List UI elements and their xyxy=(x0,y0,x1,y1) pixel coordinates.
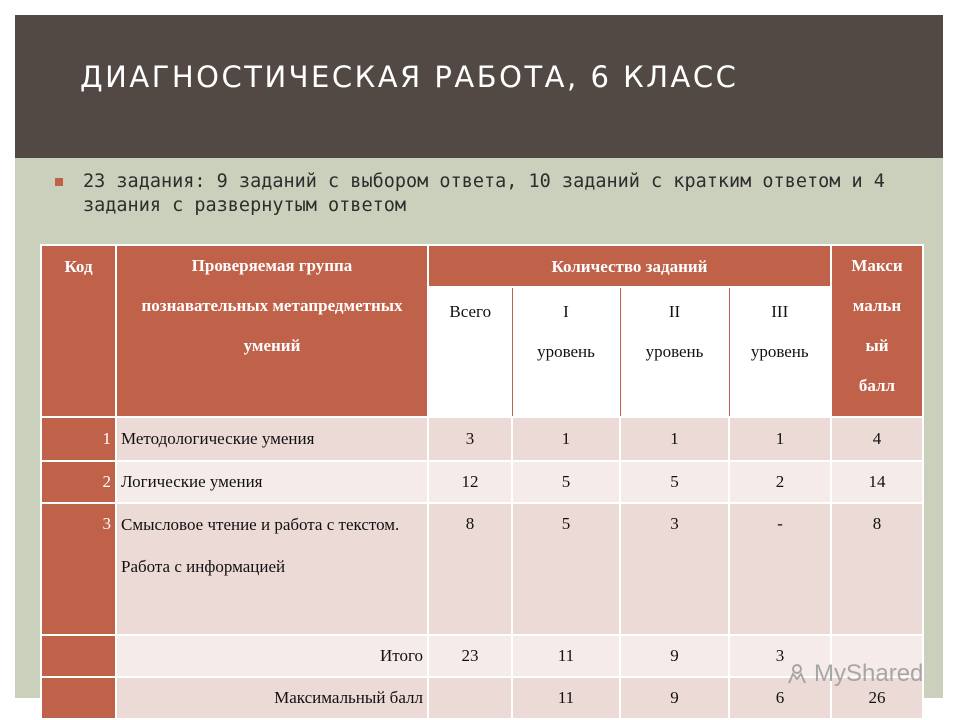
watermark xyxy=(786,660,923,688)
itogo-label: Итого xyxy=(116,635,428,677)
row-max: 4 xyxy=(831,417,923,461)
row-code: 3 xyxy=(41,503,116,635)
header-level-1: I уровень xyxy=(512,287,620,417)
header-level-3: III уровень xyxy=(729,287,831,417)
header-max xyxy=(831,245,923,417)
max-level-3: 6 xyxy=(729,677,831,719)
header-max-line: мальн xyxy=(852,296,902,315)
myshared-logo-icon xyxy=(786,663,808,685)
row-level-3: 2 xyxy=(729,461,831,503)
header-max-line: ый xyxy=(865,336,889,355)
row-level-1: 5 xyxy=(512,503,620,635)
row-level-1: 5 xyxy=(512,461,620,503)
bullet-text: 23 задания: 9 заданий с выбором ответа, 10 заданий с кратким ответом и 4 задания с развернутым ответом xyxy=(83,171,885,216)
row-level-2: 5 xyxy=(620,461,729,503)
table-row xyxy=(41,417,923,461)
itogo-level-2: 9 xyxy=(620,635,729,677)
slide-title: ДИАГНОСТИЧЕСКАЯ РАБОТА, 6 КЛАСС xyxy=(80,60,739,94)
results-table xyxy=(40,244,924,720)
header-code: Код xyxy=(41,245,116,417)
itogo-level-1: 11 xyxy=(512,635,620,677)
table-row xyxy=(41,503,923,635)
max-total xyxy=(428,677,512,719)
row-code: 2 xyxy=(41,461,116,503)
row-code xyxy=(41,635,116,677)
header-group: Проверяемая группа познавательных метапредметных умений xyxy=(116,245,428,417)
row-code xyxy=(41,677,116,719)
max-max: 26 xyxy=(831,677,923,719)
row-level-2: 3 xyxy=(620,503,729,635)
max-level-1: 11 xyxy=(512,677,620,719)
row-level-2: 1 xyxy=(620,417,729,461)
max-label: Максимальный балл xyxy=(116,677,428,719)
header-level-2: II уровень xyxy=(620,287,729,417)
row-total: 3 xyxy=(428,417,512,461)
header-count: Количество заданий xyxy=(428,245,831,287)
row-code: 1 xyxy=(41,417,116,461)
row-total: 12 xyxy=(428,461,512,503)
itogo-level-3: 3 xyxy=(729,635,831,677)
bullet-item xyxy=(55,170,925,218)
watermark-text: MyShared xyxy=(814,660,924,687)
row-group: Смысловое чтение и работа с текстом. Работа с информацией xyxy=(116,503,428,635)
header-max-line: балл xyxy=(858,376,896,395)
itogo-total: 23 xyxy=(428,635,512,677)
row-total: 8 xyxy=(428,503,512,635)
row-group: Логические умения xyxy=(116,461,428,503)
header-total: Всего xyxy=(428,287,512,417)
row-level-3: - xyxy=(729,503,831,635)
bullet-marker-icon xyxy=(55,178,63,186)
max-level-2: 9 xyxy=(620,677,729,719)
table-row xyxy=(41,461,923,503)
row-max: 14 xyxy=(831,461,923,503)
header-max-line: Макси xyxy=(851,256,903,275)
row-level-1: 1 xyxy=(512,417,620,461)
row-level-3: 1 xyxy=(729,417,831,461)
row-max: 8 xyxy=(831,503,923,635)
row-group: Методологические умения xyxy=(116,417,428,461)
